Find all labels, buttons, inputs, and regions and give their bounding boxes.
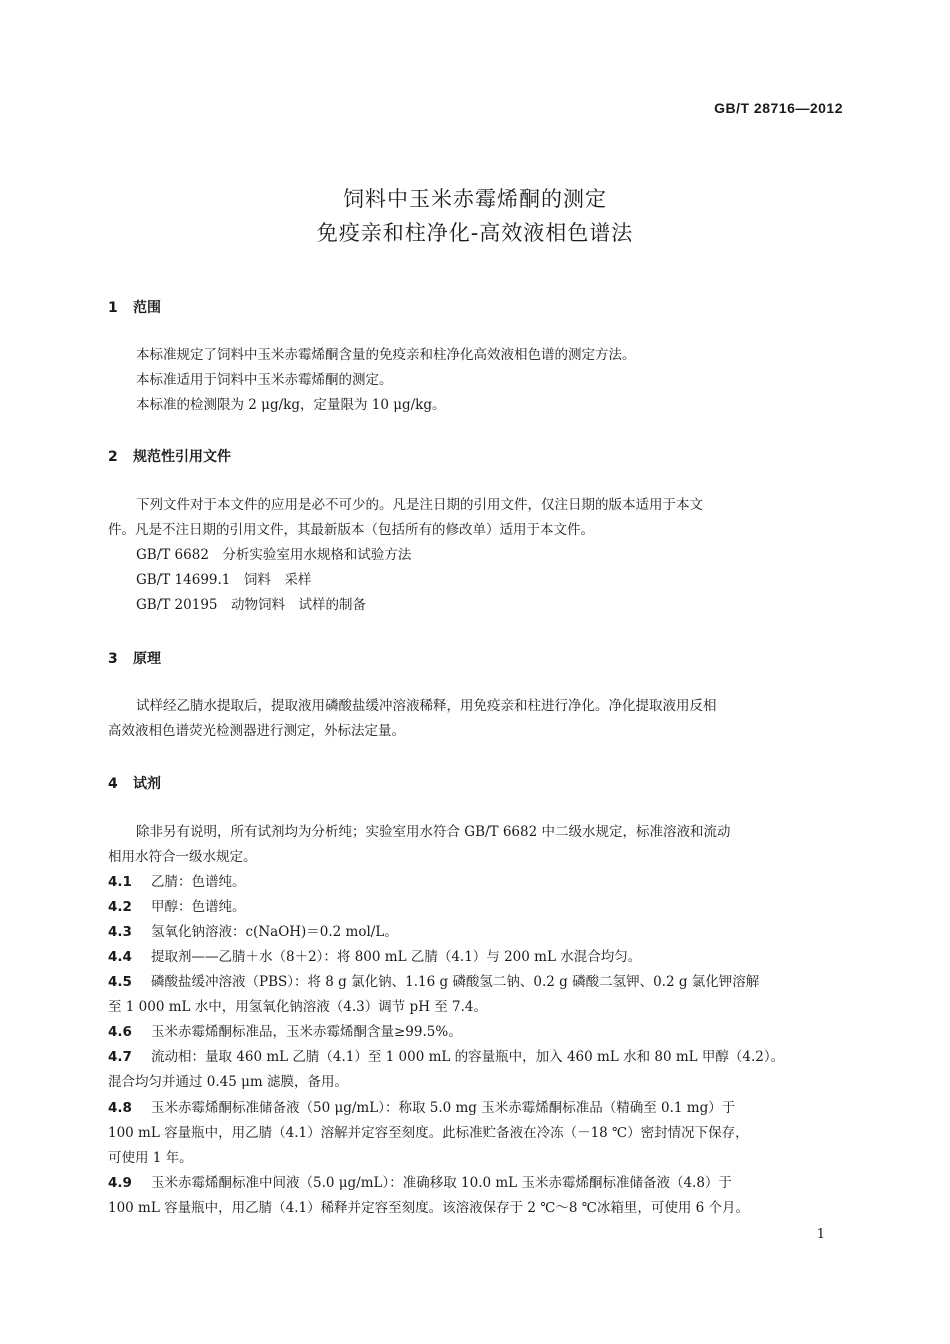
item-number: 4.4: [108, 949, 132, 965]
section-heading-scope: [108, 297, 161, 317]
reagent-item: [108, 948, 641, 966]
reagent-item: [108, 1174, 732, 1192]
item-text: 玉米赤霉烯酮标准储备液（50 μg/mL）：称取 5.0 mg 玉米赤霉烯酮标准品（精确至 0.1 mg）于: [151, 1100, 736, 1116]
reagent-item: [108, 973, 759, 991]
reagent-item: [108, 873, 246, 891]
paragraph-line: 本标准规定了饲料中玉米赤霉烯酮含量的免疫亲和柱净化高效液相色谱的测定方法。: [136, 347, 636, 363]
paragraph-line: 试样经乙腈水提取后，提取液用磷酸盐缓冲溶液稀释，用免疫亲和柱进行净化。净化提取液用反相: [136, 698, 717, 714]
paragraph-line: 除非另有说明，所有试剂均为分析纯；实验室用水符合 GB/T 6682 中二级水规定，标准溶液和流动: [136, 824, 731, 840]
item-number: 4.3: [108, 924, 132, 940]
document-title-line1: 饲料中玉米赤霉烯酮的测定: [343, 187, 607, 211]
section-heading-normative-references: [108, 446, 231, 466]
item-number: 4.5: [108, 974, 132, 990]
paragraph-line: 本标准的检测限为 2 μg/kg，定量限为 10 μg/kg。: [136, 397, 446, 413]
item-number: 4.9: [108, 1175, 132, 1191]
section-number: 2: [108, 449, 118, 465]
item-text: 乙腈：色谱纯。: [151, 874, 246, 890]
item-text: 玉米赤霉烯酮标准中间液（5.0 μg/mL）：准确移取 10.0 mL 玉米赤霉烯酮标准储备液（4.8）于: [151, 1175, 732, 1191]
item-text: 甲醇：色谱纯。: [151, 899, 246, 915]
item-continuation: 混合均匀并通过 0.45 μm 滤膜，备用。: [108, 1074, 349, 1090]
paragraph-line: 高效液相色谱荧光检测器进行测定，外标法定量。: [108, 723, 405, 739]
item-text: 氢氧化钠溶液：c(NaOH)＝0.2 mol/L。: [151, 924, 398, 940]
item-number: 4.7: [108, 1049, 132, 1065]
section-number: 1: [108, 300, 118, 316]
section-title: 规范性引用文件: [133, 449, 231, 465]
item-text: 玉米赤霉烯酮标准品，玉米赤霉烯酮含量≥99.5%。: [151, 1024, 462, 1040]
item-number: 4.6: [108, 1024, 132, 1040]
standard-code: GB/T 28716—2012: [714, 100, 843, 116]
paragraph-line: 件。凡是不注日期的引用文件，其最新版本（包括所有的修改单）适用于本文件。: [108, 522, 594, 538]
item-continuation: 100 mL 容量瓶中，用乙腈（4.1）稀释并定容至刻度。该溶液保存于 2 ℃～8 ℃冰箱里，可使用 6 个月。: [108, 1200, 750, 1216]
section-title: 范围: [133, 300, 161, 316]
reference-line: GB/T 14699.1 饲料 采样: [136, 572, 312, 588]
section-title: 原理: [133, 651, 161, 667]
document-title-line2: 免疫亲和柱净化-高效液相色谱法: [316, 221, 634, 245]
item-number: 4.2: [108, 899, 132, 915]
item-number: 4.8: [108, 1100, 132, 1116]
item-text: 磷酸盐缓冲溶液（PBS）：将 8 g 氯化钠、1.16 g 磷酸氢二钠、0.2 g 磷酸二氢钾、0.2 g 氯化钾溶解: [151, 974, 760, 990]
reagent-item: [108, 923, 398, 941]
item-continuation: 100 mL 容量瓶中，用乙腈（4.1）溶解并定容至刻度。此标准贮备液在冷冻（－18 ℃）密封情况下保存，: [108, 1125, 749, 1141]
paragraph-line: 本标准适用于饲料中玉米赤霉烯酮的测定。: [136, 372, 393, 388]
item-text: 提取剂——乙腈＋水（8＋2）：将 800 mL 乙腈（4.1）与 200 mL 水混合均匀。: [151, 949, 642, 965]
paragraph-line: 下列文件对于本文件的应用是必不可少的。凡是注日期的引用文件，仅注日期的版本适用于本文: [136, 497, 703, 513]
section-number: 4: [108, 776, 118, 792]
reagent-item: [108, 1099, 735, 1117]
section-heading-principle: [108, 648, 161, 668]
item-continuation: 至 1 000 mL 水中，用氢氧化钠溶液（4.3）调节 pH 至 7.4。: [108, 999, 488, 1015]
reagent-item: [108, 1048, 784, 1066]
item-continuation: 可使用 1 年。: [108, 1150, 193, 1166]
page-number: 1: [816, 1227, 825, 1242]
paragraph-line: 相用水符合一级水规定。: [108, 849, 257, 865]
reagent-item: [108, 898, 246, 916]
section-title: 试剂: [133, 776, 161, 792]
section-number: 3: [108, 651, 118, 667]
item-text: 流动相：量取 460 mL 乙腈（4.1）至 1 000 mL 的容量瓶中，加入 460 mL 水和 80 mL 甲醇（4.2）。: [151, 1049, 785, 1065]
item-number: 4.1: [108, 874, 132, 890]
reference-line: GB/T 6682 分析实验室用水规格和试验方法: [136, 547, 412, 563]
reference-line: GB/T 20195 动物饲料 试样的制备: [136, 597, 366, 613]
section-heading-reagents: [108, 773, 161, 793]
reagent-item: [108, 1023, 462, 1041]
